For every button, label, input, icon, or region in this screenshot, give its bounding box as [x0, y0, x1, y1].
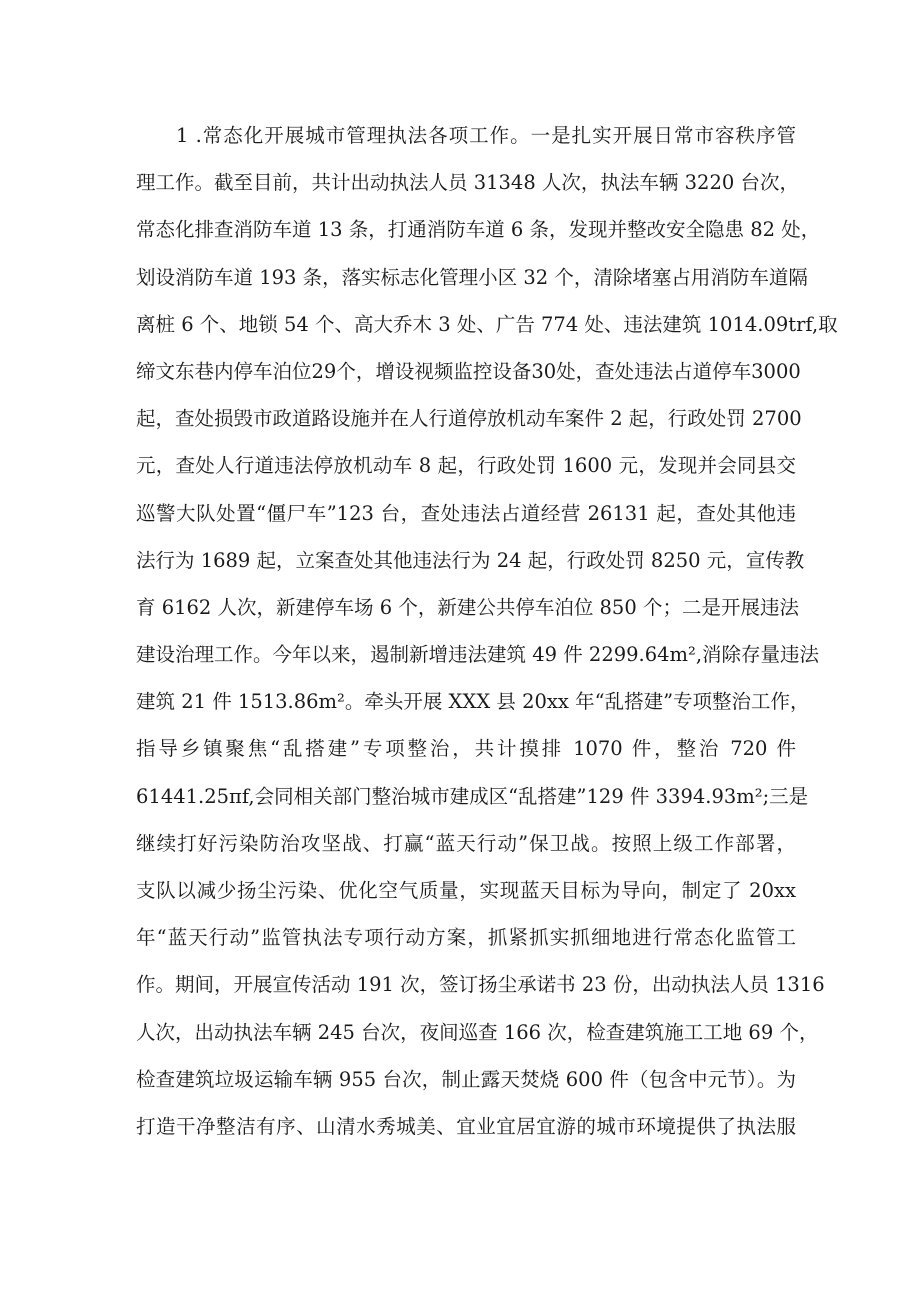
paragraph-line: 理工作。截至目前，共计出动执法人员 31348 人次，执法车辆 3220 台次，: [136, 171, 799, 195]
paragraph-line: 人次，出动执法车辆 245 台次，夜间巡查 166 次，检查建筑施工工地 69 个，: [136, 1020, 819, 1044]
paragraph-line: 育 6162 人次，新建停车场 6 个，新建公共停车泊位 850 个；二是开展违法: [136, 595, 799, 619]
paragraph-line: 作。期间，开展宣传活动 191 次，签订扬尘承诺书 23 份，出动执法人员 1316: [136, 973, 825, 997]
paragraph-line: 指导乡镇聚焦“乱搭建”专项整治，共计摸排 1070 件，整治 720 件: [136, 737, 796, 761]
paragraph-line: 年“蓝天行动”监管执法专项行动方案，抓紧抓实抓细地进行常态化监管工: [136, 926, 796, 950]
paragraph-line: 继续打好污染防治攻坚战、打赢“蓝天行动”保卫战。按照上级工作部署，: [136, 831, 796, 855]
paragraph-line: 打造干净整洁有序、山清水秀城美、宜业宜居宜游的城市环境提供了执法服: [136, 1114, 796, 1138]
paragraph-line: 离桩 6 个、地锁 54 个、高大乔木 3 处、广告 774 处、违法建筑 1014.09trf,取: [136, 312, 838, 336]
paragraph-line: 元，查处人行道违法停放机动车 8 起，行政处罚 1600 元，发现并会同县交: [136, 454, 796, 478]
paragraph-line: 巡警大队处置“僵尸车”123 台，查处违法占道经营 26131 起，查处其他违: [136, 501, 796, 525]
paragraph-line: 建设治理工作。今年以来，遏制新增违法建筑 49 件 2299.64m²,消除存量违法: [136, 643, 820, 667]
paragraph-line: 缔文东巷内停车泊位29个，增设视频监控设备30处，查处违法占道停车3000: [136, 359, 801, 383]
paragraph-line: 检查建筑垃圾运输车辆 955 台次，制止露天焚烧 600 件（包含中元节）。为: [136, 1067, 796, 1091]
body-paragraph: [136, 112, 838, 1150]
paragraph-line: 建筑 21 件 1513.86m²。牵头开展 XXX 县 20xx 年“乱搭建”专项整治工作，: [136, 690, 810, 714]
paragraph-line: 常态化排查消防车道 13 条，打通消防车道 6 条，发现并整改安全隐患 82 处，: [136, 218, 821, 242]
paragraph-line: 61441.25πf,会同相关部门整治城市建成区“乱搭建”129 件 3394.93m²;三是: [136, 784, 809, 808]
paragraph-line: 法行为 1689 起，立案查处其他违法行为 24 起，行政处罚 8250 元，宣传教: [136, 548, 805, 572]
paragraph-line: 支队以减少扬尘污染、优化空气质量，实现蓝天目标为导向，制定了 20xx: [136, 879, 796, 902]
paragraph-line: 划设消防车道 193 条，落实标志化管理小区 32 个，清除堵塞占用消防车道隔: [136, 265, 808, 289]
paragraph-line: 起，查处损毁市政道路设施并在人行道停放机动车案件 2 起，行政处罚 2700: [136, 407, 802, 431]
paragraph-line: 1 .常态化开展城市管理执法各项工作。一是扎实开展日常市容秩序管: [176, 124, 796, 147]
